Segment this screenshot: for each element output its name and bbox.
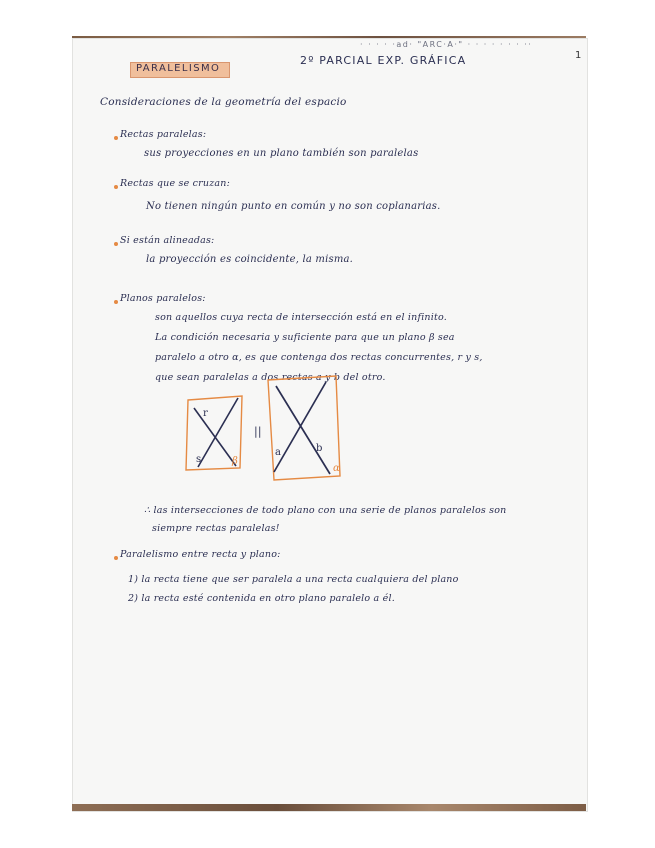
page-number: 1 — [575, 50, 582, 61]
page-bottom-edge — [72, 804, 586, 811]
label-s: s — [196, 454, 202, 465]
title-tag: PARALELISMO — [136, 63, 221, 74]
faint-top-text: · · · · ·ad· "ARC·A·" · · · · · · · ·· — [360, 40, 533, 49]
item-line: 2) la recta esté contenida en otro plano paralelo a él. — [128, 593, 395, 604]
parallel-planes-figure — [180, 372, 355, 492]
bullet-dot — [114, 185, 118, 189]
item-line: son aquellos cuya recta de intersección está en el infinito. — [155, 312, 447, 323]
item-line: la proyección es coincidente, la misma. — [146, 254, 354, 265]
header-title: 2º PARCIAL EXP. GRÁFICA — [300, 54, 467, 67]
note-line: ∴ las intersecciones de todo plano con una serie de planos paralelos son — [144, 505, 507, 516]
bullet-dot — [114, 300, 118, 304]
bullet-dot — [114, 242, 118, 246]
item-line: paralelo a otro α, es que contenga dos rectas concurrentes, r y s, — [155, 352, 483, 363]
bullet-dot — [114, 136, 118, 140]
item-line: 1) la recta tiene que ser paralela a una recta cualquiera del plano — [128, 574, 459, 585]
label-beta: β — [232, 456, 238, 467]
parallel-symbol: || — [254, 425, 262, 438]
line-b — [276, 386, 330, 474]
label-b: b — [316, 443, 323, 454]
item-line: No tienen ningún punto en común y no son coplanarias. — [146, 201, 441, 212]
label-alpha: α — [333, 463, 340, 474]
item-heading: Rectas paralelas: — [120, 129, 207, 140]
item-heading: Rectas que se cruzan: — [120, 178, 230, 189]
section-title: Consideraciones de la geometría del espacio — [100, 96, 347, 108]
note-line: siempre rectas paralelas! — [152, 523, 280, 534]
item-line: La condición necesaria y suficiente para que un plano β sea — [155, 332, 455, 343]
label-r: r — [203, 408, 208, 419]
item-line: que sean paralelas a dos rectas a y b del otro. — [155, 372, 386, 383]
item-heading: Paralelismo entre recta y plano: — [120, 549, 281, 560]
item-line: sus proyecciones en un plano también son paralelas — [144, 148, 419, 159]
item-heading: Si están alineadas: — [120, 235, 215, 246]
label-a: a — [275, 447, 282, 458]
item-heading: Planos paralelos: — [120, 293, 206, 304]
bullet-dot — [114, 556, 118, 560]
